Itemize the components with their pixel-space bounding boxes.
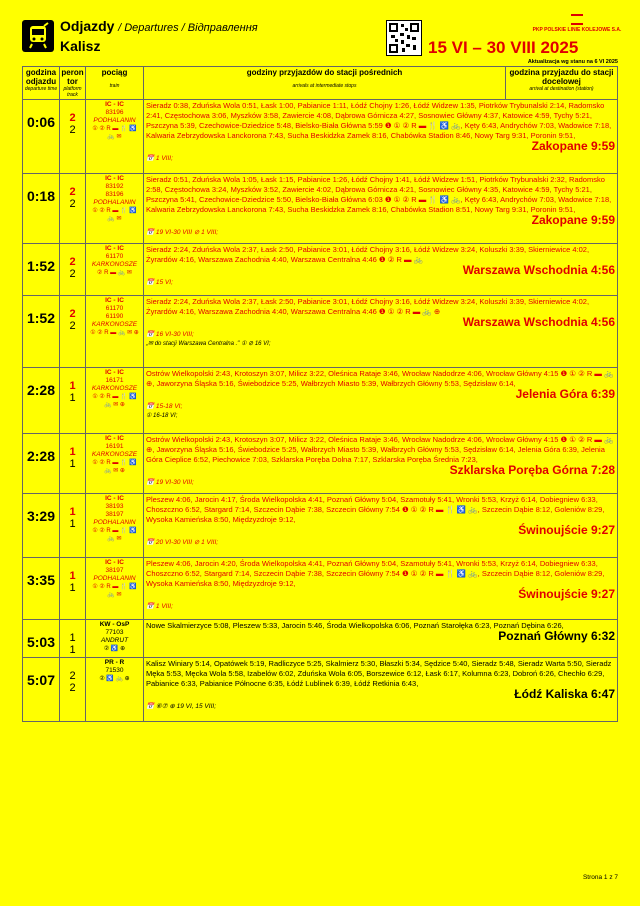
destination: Szklarska Poręba Górna 7:28: [449, 463, 615, 477]
calendar-note: 📅 19 VI-30 VIII ⊘ 1 VIII;: [146, 229, 219, 236]
stops-cell: [144, 620, 618, 658]
intermediate-stops: Nowe Skalmierzyce 5:08, Pleszew 5:33, Jarocin 5:46, Środa Wielkopolska 6:06, Poznań Starołęka 6:23, Poznań Dębina 6:26,: [146, 621, 564, 630]
intermediate-stops: Pleszew 4:06, Jarocin 4:17, Środa Wielkopolska 4:41, Poznań Główny 5:04, Szamotuły 5:41, Wronki 5:53, Krzyż 6:14, Dobiegniew 6:33, Choszczno 6:52, Stargard 7:14, Szczecin Dąbie 7:38, Szczecin Główny 7:54 ❶ ① ② R ▬ 🍴 ♿ 🚲, Szczecin Dąbie 8:12, Goleniów 8:29, Wysoka Kamieńska 8:50, Międzyzdroje 9:12,: [146, 495, 605, 524]
train-category: IC - IC: [105, 101, 124, 108]
stops-cell: [144, 558, 618, 620]
train-category: IC - IC: [105, 435, 124, 442]
departure-time: 3:29: [23, 494, 60, 558]
stops-cell: [144, 494, 618, 558]
table-row: [23, 494, 618, 558]
table-row: [23, 174, 618, 244]
table-row: [23, 100, 618, 174]
platform: 1: [69, 380, 76, 392]
train-number: 83192: [105, 183, 124, 190]
train-facilities-icons: ② ♿ 🚲 ⊕: [99, 676, 130, 682]
track: 1: [69, 644, 76, 656]
train-number: 77103: [105, 629, 124, 636]
update-note: Aktualizacja wg stanu na 6 VI 2025: [527, 59, 618, 65]
train-cell: [86, 244, 144, 296]
platform-cell: [60, 558, 86, 620]
train-cell: [86, 620, 144, 658]
train-number: 16171: [105, 377, 124, 384]
col-destination: godzina przyjazdu do stacji docelowej arrival at destination (station): [506, 67, 618, 100]
platform: 1: [69, 632, 76, 644]
platform: 1: [69, 446, 76, 458]
stops-cell: [144, 434, 618, 494]
track: 1: [69, 458, 76, 470]
train-cell: [86, 100, 144, 174]
table-row: [23, 658, 618, 722]
calendar-note: 📅 ⑥⑦ ⊕ 19 VI, 15 VIII;: [146, 703, 216, 710]
calendar-note: 📅 15-18 VI;: [146, 403, 183, 410]
intermediate-stops: Kalisz Winiary 5:14, Opatówek 5:19, Radliczyce 5:25, Skalmierz 5:30, Błaszki 5:34, Sędzice 5:40, Sieradz 5:48, Sieradz Warta 5:50, Sieradz Męka 5:53, Męcka Wola 5:58, Izabelów 6:02, Zduńska Wola 6:05, Borszewice 6:12, Łask 6:17, Kolumna 6:23, Dobroń 6:26, Chechło 6:29, Pabianice 6:33, Pabianice Północne 6:35, Łódź Lublinek 6:39, Łódź Retkinia 6:43,: [146, 659, 612, 688]
train-facilities-icons: ① ② R ▬ 🍴 ♿ 🚲 ✉: [92, 208, 137, 222]
train-facilities-icons: ① ② R ▬ 🍴 ♿ 🚲 ✉ ⊕: [92, 460, 137, 474]
departure-time: 2:28: [23, 434, 60, 494]
train-number: 16191: [105, 443, 124, 450]
calendar-note: 📅 16 VI-30 VIII;: [146, 331, 194, 338]
timetable: [22, 66, 618, 722]
train-cell: [86, 658, 144, 722]
col-stops: godziny przyjazdów do stacji pośrednich arrivals at intermediate stops: [144, 67, 506, 100]
calendar-note: 📅 15 VI;: [146, 279, 173, 286]
train-category: PR - R: [104, 659, 125, 666]
col-platform: peron tor platform track: [61, 68, 84, 98]
platform: 2: [69, 186, 76, 198]
train-facilities-icons: ① ② R ▬ 🍴 ♿ 🚲 ✉: [92, 528, 137, 542]
train-number-2: 61190: [105, 313, 124, 320]
platform-cell: [60, 434, 86, 494]
train-facilities-icons: ① ② R ▬ 🍴 ♿ 🚲 ✉: [92, 126, 137, 140]
platform-cell: [60, 174, 86, 244]
stops-cell: [144, 658, 618, 722]
platform: 1: [69, 570, 76, 582]
stops-cell: [144, 368, 618, 434]
train-number: 38193: [105, 503, 124, 510]
departure-time: 0:06: [23, 100, 60, 174]
header: [22, 14, 622, 66]
train-name: KARKONOSZE: [91, 321, 138, 328]
track: 1: [69, 518, 76, 530]
train-facilities-icons: ② ♿ ⊕: [103, 646, 126, 652]
train-number: 71530: [105, 667, 124, 674]
train-category: IC - IC: [105, 369, 124, 376]
calendar-note: 📅 19 VI-30 VIII;: [146, 479, 194, 486]
platform-cell: [60, 296, 86, 368]
train-name: ANDRUT: [100, 637, 129, 644]
train-number: 38197: [105, 567, 124, 574]
departure-time: 1:52: [23, 296, 60, 368]
intermediate-stops: Ostrów Wielkopolski 2:43, Krotoszyn 3:07, Milicz 3:22, Oleśnica Rataje 3:46, Wrocław Nadodrze 4:06, Wrocław Główny 4:15 ❶ ① ② R ▬ 🚲 ⊕, Jaworzyna Śląska 5:16, Świebodzice 5:25, Wałbrzych Miasto 5:39, Wałbrzych Główny 5:53, Sędzisław 6:14,: [146, 369, 614, 388]
platform: 2: [69, 256, 76, 268]
extra-note: „✉ do stacji Warszawa Centralna ." ① ⊘ 16 VI;: [146, 341, 271, 347]
train-facilities-icons: ① ② R ▬ 🚲 ✉ ⊕: [90, 330, 139, 336]
stops-cell: [144, 296, 618, 368]
train-number-2: 38197: [105, 511, 124, 518]
qr-code-icon: [386, 20, 422, 56]
track: 2: [69, 320, 76, 332]
departure-time: 5:03: [23, 620, 60, 658]
train-icon: [22, 20, 54, 52]
train-name: PODHALANIN: [93, 575, 136, 582]
col-train: pociąg train: [86, 67, 144, 100]
train-category: IC - IC: [105, 495, 124, 502]
departure-time: 1:52: [23, 244, 60, 296]
intermediate-stops: Pleszew 4:06, Jarocin 4:20, Środa Wielkopolska 4:41, Poznań Główny 5:04, Szamotuły 5:41, Wronki 5:53, Krzyż 6:14, Dobiegniew 6:33, Choszczno 6:52, Stargard 7:14, Szczecin Dąbie 7:38, Szczecin Główny 7:54 ❶ ① ② R ▬ 🍴 ♿ 🚲, Szczecin Dąbie 8:12, Goleniów 8:29, Wysoka Kamieńska 8:50, Międzyzdroje 9:12,: [146, 559, 605, 588]
intermediate-stops: Sieradz 0:38, Zduńska Wola 0:51, Łask 1:00, Pabianice 1:11, Łódź Chojny 1:26, Łódź Widzew 1:35, Piotrków Trybunalski 2:14, Radomsko 2:41, Częstochowa 3:06, Myszków 3:58, Zawiercie 4:08, Dąbrowa Górnicza 4:27, Sosnowiec Główny 4:37, Katowice 4:59, Tychy 5:21, Pszczyna 5:39, Czechowice-Dziedzice 5:48, Bielsko-Biała Główna 5:59 ❶ ① ② R ▬ 🍴 ♿ 🚲, Kęty 6:43, Andrychów 7:03, Wadowice 7:18, Kalwaria Zebrzydowska Lanckorona 7:43, Sucha Beskidzka Zamek 8:16, Chabówka Stadion 8:46, Nowy Targ 9:31, Poronin 9:51,: [146, 101, 612, 140]
platform: 2: [69, 670, 76, 682]
track: 2: [69, 682, 76, 694]
intermediate-stops: Ostrów Wielkopolski 2:43, Krotoszyn 3:07, Milicz 3:22, Oleśnica Rataje 3:46, Wrocław Nadodrze 4:06, Wrocław Główny 4:15 ❶ ① ② R ▬ 🚲 ⊕, Jaworzyna Śląska 5:16, Świebodzice 5:25, Wałbrzych Miasto 5:39, Wałbrzych Główny 5:53, Sędzisław 6:14, Jelenia Góra 6:39, Jelenia Góra Cieplice 6:52, Piechowice 7:03, Szklarska Poręba Dolna 7:17, Szklarska Poręba Średnia 7:23,: [146, 435, 614, 464]
validity-period: 15 VI – 30 VIII 2025: [428, 38, 579, 57]
train-name: PODHALANIN: [93, 199, 136, 206]
train-cell: [86, 558, 144, 620]
train-cell: [86, 296, 144, 368]
train-number: 83196: [105, 109, 124, 116]
departure-time: 5:07: [23, 658, 60, 722]
destination: Warszawa Wschodnia 4:56: [462, 315, 615, 329]
train-category: KW - OsP: [99, 621, 130, 628]
table-row: [23, 296, 618, 368]
destination: Poznań Główny 6:32: [498, 629, 615, 643]
train-name: PODHALANIN: [93, 117, 136, 124]
destination: Zakopane 9:59: [531, 213, 615, 227]
extra-note: ① 16-18 VI;: [146, 413, 178, 419]
station-name: Kalisz: [60, 38, 101, 54]
train-number-2: 83196: [105, 191, 124, 198]
stops-cell: [144, 100, 618, 174]
col-time: godzina odjazdu departure time: [23, 67, 60, 100]
intermediate-stops: Sieradz 2:24, Zduńska Wola 2:37, Łask 2:50, Pabianice 3:01, Łódź Chojny 3:16, Łódź Widzew 3:24, Koluszki 3:39, Skierniewice 4:02, Żyrardów 4:16, Warszawa Zachodnia 4:40, Warszawa Centralna 4:46 ❶ ② R ▬ 🚲: [146, 245, 590, 264]
table-row: [23, 244, 618, 296]
train-name: KARKONOSZE: [91, 451, 138, 458]
page-number: Strona 1 z 7: [582, 874, 618, 881]
track: 2: [69, 124, 76, 136]
table-row: [23, 368, 618, 434]
track: 2: [69, 268, 76, 280]
destination: Świnoujście 9:27: [518, 587, 615, 601]
train-name: KARKONOSZE: [91, 261, 138, 268]
train-facilities-icons: ① ② R ▬ 🍴 ♿ 🚲 ✉ ⊕: [92, 394, 137, 408]
train-number: 61170: [105, 305, 124, 312]
departure-time: 3:35: [23, 558, 60, 620]
destination: Jelenia Góra 6:39: [515, 387, 615, 401]
train-category: IC - IC: [105, 175, 124, 182]
destination: Zakopane 9:59: [531, 139, 615, 153]
train-name: PODHALANIN: [93, 519, 136, 526]
departure-time: 2:28: [23, 368, 60, 434]
train-cell: [86, 434, 144, 494]
operator-logo: PKP POLSKIE LINIE KOLEJOWE S.A.: [532, 14, 622, 33]
train-number: 61170: [105, 253, 124, 260]
train-facilities-icons: ① ② R ▬ 🍴 ♿ 🚲 ✉: [92, 584, 137, 598]
platform: 2: [69, 308, 76, 320]
track: 1: [69, 392, 76, 404]
platform: 1: [69, 506, 76, 518]
platform-cell: [60, 620, 86, 658]
platform-cell: [60, 658, 86, 722]
train-category: IC - IC: [105, 297, 124, 304]
destination: Warszawa Wschodnia 4:56: [462, 263, 615, 277]
stops-cell: [144, 244, 618, 296]
calendar-note: 📅 1 VIII;: [146, 155, 173, 162]
destination: Świnoujście 9:27: [518, 523, 615, 537]
intermediate-stops: Sieradz 2:24, Zduńska Wola 2:37, Łask 2:50, Pabianice 3:01, Łódź Chojny 3:16, Łódź Widzew 3:24, Koluszki 3:39, Skierniewice 4:02, Żyrardów 4:16, Warszawa Zachodnia 4:40, Warszawa Centralna 4:46 ❶ ① ② R ▬ 🚲 ⊕: [146, 297, 590, 316]
train-category: IC - IC: [105, 559, 124, 566]
destination: Łódź Kaliska 6:47: [514, 687, 615, 701]
train-cell: [86, 494, 144, 558]
table-row: [23, 620, 618, 658]
platform-cell: [60, 368, 86, 434]
platform: 2: [69, 112, 76, 124]
track: 1: [69, 582, 76, 594]
platform-cell: [60, 494, 86, 558]
platform-cell: [60, 100, 86, 174]
intermediate-stops: Sieradz 0:51, Zduńska Wola 1:05, Łask 1:15, Pabianice 1:26, Łódź Chojny 1:41, Łódź Widzew 1:51, Piotrków Trybunalski 2:32, Radomsko 2:58, Częstochowa 3:24, Myszków 3:52, Zawiercie 4:02, Dąbrowa Górnicza 4:21, Sosnowiec Główny 4:35, Katowice 4:59, Tychy 5:21, Pszczyna 5:41, Czechowice-Dziedzice 5:50, Bielsko-Biała Główna 6:03 ❶ ① ② R ▬ 🍴 ♿ 🚲, Kęty 6:43, Andrychów 7:03, Wadowice 7:18, Kalwaria Zebrzydowska Lanckorona 7:43, Sucha Beskidzka Zamek 8:16, Chabówka Stadion 8:51, Nowy Targ 9:31, Poronin 9:51,: [146, 175, 612, 214]
train-cell: [86, 174, 144, 244]
table-row: [23, 558, 618, 620]
table-row: [23, 434, 618, 494]
train-name: KARKONOSZE: [91, 385, 138, 392]
train-category: IC - IC: [105, 245, 124, 252]
train-facilities-icons: ② R ▬ 🚲 ✉: [97, 270, 132, 276]
stops-cell: [144, 174, 618, 244]
departure-time: 0:18: [23, 174, 60, 244]
track: 2: [69, 198, 76, 210]
calendar-note: 📅 20 VI-30 VIII ⊘ 1 VIII;: [146, 539, 219, 546]
calendar-note: 📅 1 VIII;: [146, 603, 173, 610]
train-cell: [86, 368, 144, 434]
platform-cell: [60, 244, 86, 296]
page-title: Odjazdy / Departures / Відправлення: [60, 18, 258, 34]
